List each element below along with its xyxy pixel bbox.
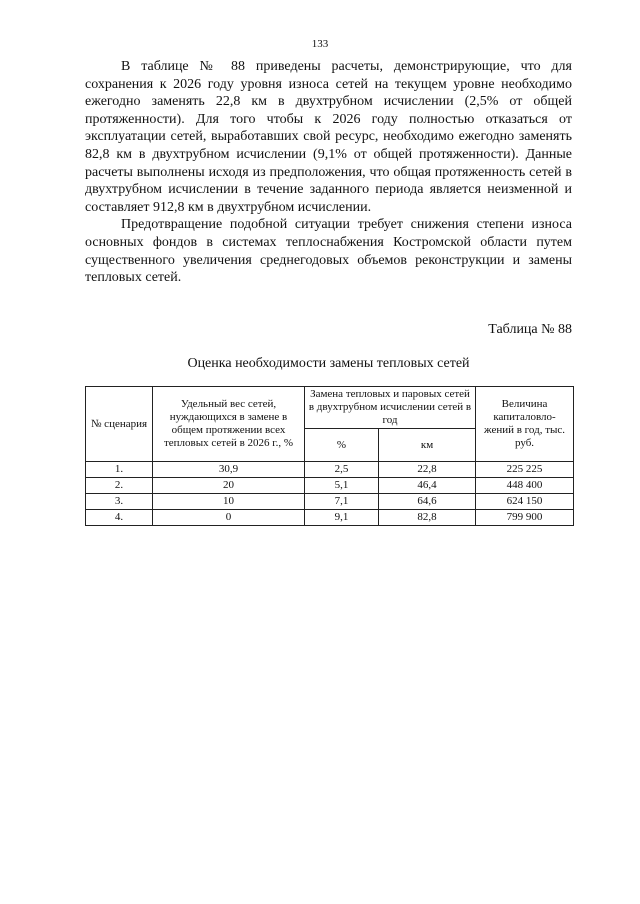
cell-km: 64,6: [379, 494, 476, 510]
cell-percent: 2,5: [305, 462, 379, 478]
header-capital: Величина капиталовло-жений в год, тыс. руб.: [476, 387, 574, 462]
cell-capital: 799 900: [476, 510, 574, 526]
cell-capital: 448 400: [476, 478, 574, 494]
header-share: Удельный вес сетей, нуждающихся в замене в общем протяжении всех тепловых сетей в 2026 г., %: [153, 387, 305, 462]
paragraph-2: Предотвращение подобной ситуации требует снижения степени износа основных фондов в системах теплоснабжения Костромской области путем существенного увеличения среднегодовых объемов реконструкции и замены тепловых сетей.: [85, 217, 572, 286]
cell-capital: 624 150: [476, 494, 574, 510]
cell-percent: 7,1: [305, 494, 379, 510]
table-row: [86, 462, 574, 478]
paragraph-1: В таблице № 88 приведены расчеты, демонстрирующие, что для сохранения к 2026 году уровня износа сетей на текущем уровне необходимо ежегодно заменять 22,8 км в двухтрубном исчислении (2,5% от общей протяженности). Для того чтобы к 2026 году полностью отказаться от эксплуатации сетей, выработавших свой ресурс, необходимо ежегодно заменять 82,8 км в двухтрубном исчислении (9,1% от общей протяженности). Данные расчеты выполнены исходя из предположения, что общая протяженность сетей в двухтрубном исчислении в течение заданного периода является неизменной и составляет 912,8 км в двухтрубном исчислении.: [85, 59, 572, 215]
header-scenario: № сценария: [86, 387, 153, 462]
cell-share: 20: [153, 478, 305, 494]
table-row: [86, 510, 574, 526]
header-replacement: Замена тепловых и паровых сетей в двухтрубном исчислении сетей в год: [305, 387, 476, 429]
cell-scenario: 1.: [86, 462, 153, 478]
page-number: 133: [311, 38, 329, 50]
cell-percent: 5,1: [305, 478, 379, 494]
cell-share: 0: [153, 510, 305, 526]
cell-scenario: 4.: [86, 510, 153, 526]
cell-km: 22,8: [379, 462, 476, 478]
cell-km: 46,4: [379, 478, 476, 494]
table-row: [86, 478, 574, 494]
replacement-table: [85, 386, 574, 526]
cell-scenario: 2.: [86, 478, 153, 494]
header-km: км: [379, 429, 476, 462]
table-title: Оценка необходимости замены тепловых сетей: [187, 356, 470, 371]
body-text: [85, 58, 572, 287]
table-caption: Таблица № 88: [488, 322, 572, 337]
table-row: [86, 494, 574, 510]
header-percent: %: [305, 429, 379, 462]
cell-share: 30,9: [153, 462, 305, 478]
cell-percent: 9,1: [305, 510, 379, 526]
cell-scenario: 3.: [86, 494, 153, 510]
cell-share: 10: [153, 494, 305, 510]
cell-capital: 225 225: [476, 462, 574, 478]
cell-km: 82,8: [379, 510, 476, 526]
table-header-row: [86, 387, 574, 429]
